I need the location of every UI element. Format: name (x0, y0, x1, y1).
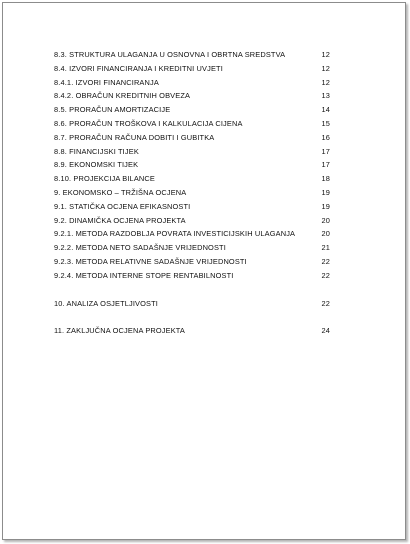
toc-entry (54, 269, 330, 283)
toc-entry-page: 19 (321, 187, 330, 197)
toc-entry-page: 13 (321, 91, 330, 101)
toc-entry-title: 8.8. FINANCIJSKI TIJEK (54, 146, 139, 156)
toc-entry-title: 9. EKONOMSKO – TRŽIŠNA OCJENA (54, 187, 187, 197)
toc-entry (54, 186, 330, 200)
toc-entry-page: 22 (321, 270, 330, 280)
toc-entry-title: 8.5. PRORAČUN AMORTIZACIJE (54, 105, 171, 115)
toc-entry (54, 227, 330, 241)
toc-entry-page: 17 (321, 146, 330, 156)
toc-entry-page: 12 (321, 63, 330, 73)
toc-entry (54, 131, 330, 145)
toc-entry (54, 145, 330, 159)
toc-entry-title: 8.4. IZVORI FINANCIRANJA I KREDITNI UVJETI (54, 63, 223, 73)
toc-entry (54, 200, 330, 214)
toc-entry (54, 297, 330, 311)
toc-entry-page: 24 (321, 326, 330, 336)
toc-entry-page: 15 (321, 118, 330, 128)
toc-entry-title: 8.4.2. OBRAČUN KREDITNIH OBVEZA (54, 91, 191, 101)
toc-entry-page: 12 (321, 77, 330, 87)
toc-entry-page: 21 (321, 243, 330, 253)
toc-entry (54, 172, 330, 186)
toc-entry-title: 8.6. PRORAČUN TROŠKOVA I KALKULACIJA CIJENA (54, 118, 243, 128)
toc-entry (54, 89, 330, 103)
toc-entry-title: 9.2.2. METODA NETO SADAŠNJE VRIJEDNOSTI (54, 243, 226, 253)
toc-entry (54, 62, 330, 76)
toc-entry-page: 22 (321, 256, 330, 266)
toc-entry-title: 8.7. PRORAČUN RAČUNA DOBITI I GUBITKA (54, 132, 215, 142)
toc-entry-page: 16 (321, 132, 330, 142)
toc-entry-page: 19 (321, 201, 330, 211)
toc-entry-title: 8.9. EKONOMSKI TIJEK (54, 160, 139, 170)
toc-entry-title: 8.3. STRUKTURA ULAGANJA U OSNOVNA I OBRTNA SREDSTVA (54, 50, 286, 59)
toc-entry-title: 11. ZAKLJUČNA OCJENA PROJEKTA (54, 326, 185, 336)
toc-entry-title: 9.2.4. METODA INTERNE STOPE RENTABILNOSTI (54, 270, 234, 280)
toc-entry (54, 158, 330, 172)
toc-entry-title: 10. ANALIZA OSJETLJIVOSTI (54, 298, 158, 308)
toc-entry-page: 20 (321, 229, 330, 239)
toc-entry (54, 324, 330, 338)
toc-entry (54, 214, 330, 228)
table-of-contents (54, 48, 330, 338)
toc-entry-page: 14 (321, 105, 330, 115)
toc-entry-title: 8.4.1. IZVORI FINANCIRANJA (54, 77, 159, 87)
toc-entry (54, 117, 330, 131)
toc-entry-title: 9.2. DINAMIČKA OCJENA PROJEKTA (54, 215, 186, 225)
toc-entry-page: 17 (321, 160, 330, 170)
toc-entry (54, 76, 330, 90)
toc-entry-page: 20 (321, 215, 330, 225)
toc-entry-page: 22 (321, 298, 330, 308)
toc-entry-page: 18 (321, 174, 330, 184)
toc-entry-title: 8.10. PROJEKCIJA BILANCE (54, 174, 155, 184)
toc-entry-title: 9.1. STATIČKA OCJENA EFIKASNOSTI (54, 201, 191, 211)
toc-entry-title: 9.2.1. METODA RAZDOBLJA POVRATA INVESTICIJSKIH ULAGANJA (54, 229, 296, 239)
toc-entry-title: 9.2.3. METODA RELATIVNE SADAŠNJE VRIJEDNOSTI (54, 256, 247, 266)
toc-entry-page: 12 (321, 50, 330, 59)
toc-entry (54, 255, 330, 269)
toc-entry (54, 241, 330, 255)
document-page (2, 2, 406, 540)
toc-entry (54, 48, 330, 62)
toc-entry (54, 103, 330, 117)
